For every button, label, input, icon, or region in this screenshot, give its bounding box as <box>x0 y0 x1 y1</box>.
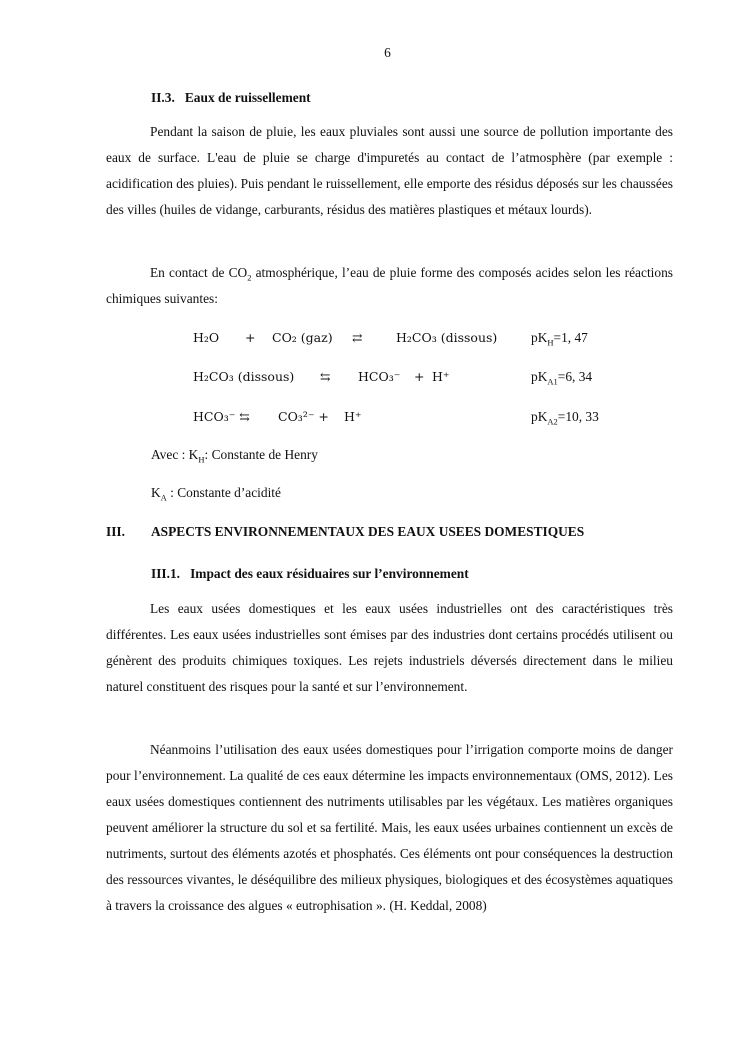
eq-product: H⁺ <box>344 409 362 424</box>
subscript: 2 <box>247 272 252 283</box>
eq-product: HCO₃⁻ <box>358 369 401 384</box>
eq-arrow: ⇄ <box>352 330 363 345</box>
section-title-iii: ASPECTS ENVIRONNEMENTAUX DES EAUX USEES DOMESTIQUES <box>151 524 585 539</box>
paragraph-runoff <box>106 119 673 223</box>
eq-product: H₂CO₃ (dissous) <box>396 330 498 345</box>
eq-plus: + <box>414 369 425 384</box>
section-title: Impact des eaux résiduaires sur l’environnement <box>190 566 469 581</box>
paragraph-industrial <box>106 596 673 700</box>
paragraph-domestic <box>106 737 673 919</box>
eq-arrow: ⇆ <box>320 369 331 384</box>
section-heading-iii1 <box>151 566 469 582</box>
pk-value: $pK_{A1}=6$, 34 <box>531 369 593 387</box>
section-number: III. <box>106 524 125 539</box>
section-heading-iii <box>106 524 125 540</box>
paragraph-text: Néanmoins l’utilisation des eaux usées domestiques pour l’irrigation comporte moins de danger pour l’environnement. La qualité de ces eaux détermine les impacts environnementaux (OMS, 2012). Les eaux usées domestiques contiennent des nutriments utilisables par les végétaux. Les matières organiques peuvent améliorer la structure du sol et sa fertilité. Mais, les eaux usées urbaines contiennent un excès de nutriments, surtout des éléments azotés et phosphatés. Ces éléments ont pour conséquences la destruction des ressources vivantes, le déséquilibre des milieux physiques, biologiques et des écosystèmes aquatiques à travers la croissance des algues « eutrophisation ». (H. Keddal, 2008) <box>106 742 673 913</box>
eq-reactant: H₂O <box>193 330 220 345</box>
eq-reactant: HCO₃⁻ ⇆ <box>193 409 250 424</box>
pk-value: $pK_{A2}=10$, 33 <box>531 409 599 427</box>
pk-value: $pK_H=1$, 47 <box>531 330 588 348</box>
eq-plus: + <box>245 330 256 345</box>
note-henry: Avec : $K_H$: Constante de Henry <box>151 447 318 465</box>
eq-reactant: CO₂ (gaz) <box>272 330 333 345</box>
section-number: II.3. <box>151 90 175 105</box>
section-title: Eaux de ruissellement <box>184 90 311 105</box>
section-number: III.1. <box>151 566 181 581</box>
section-heading-ii3 <box>151 90 311 106</box>
eq-product: H⁺ <box>432 369 450 384</box>
paragraph-text-start: En contact de CO <box>150 265 248 280</box>
page-number: 6 <box>384 45 391 60</box>
eq-product: CO₃²⁻ + <box>278 409 329 424</box>
note-acidity: $K_A$ : Constante d’acidité <box>151 485 281 503</box>
paragraph-text-end: atmosphérique, l’eau de pluie forme des composés acides selon les réactions chimiques suivantes: <box>106 265 673 306</box>
eq-reactant: H₂CO₃ (dissous) <box>193 369 295 384</box>
paragraph-text: Les eaux usées domestiques et les eaux usées industrielles ont des caractéristiques très différentes. Les eaux usées industrielles sont émises par des industries dont certains procédés utilisent ou génèrent des produits chimiques toxiques. Les rejets industriels déversés directement dans le milieu naturel constituent des risques pour la santé et sur l’environnement. <box>106 601 673 694</box>
paragraph-text: Pendant la saison de pluie, les eaux pluviales sont aussi une source de pollution importante des eaux de surface. L'eau de pluie se charge d'impuretés au contact de l’atmosphère (par exemple : acidification des pluies). Puis pendant le ruissellement, elle emporte des résidus déposés sur les chaussées des villes (huiles de vidange, carburants, résidus des matières plastiques et métaux lourds). <box>106 124 673 217</box>
paragraph-co2 <box>106 260 673 312</box>
